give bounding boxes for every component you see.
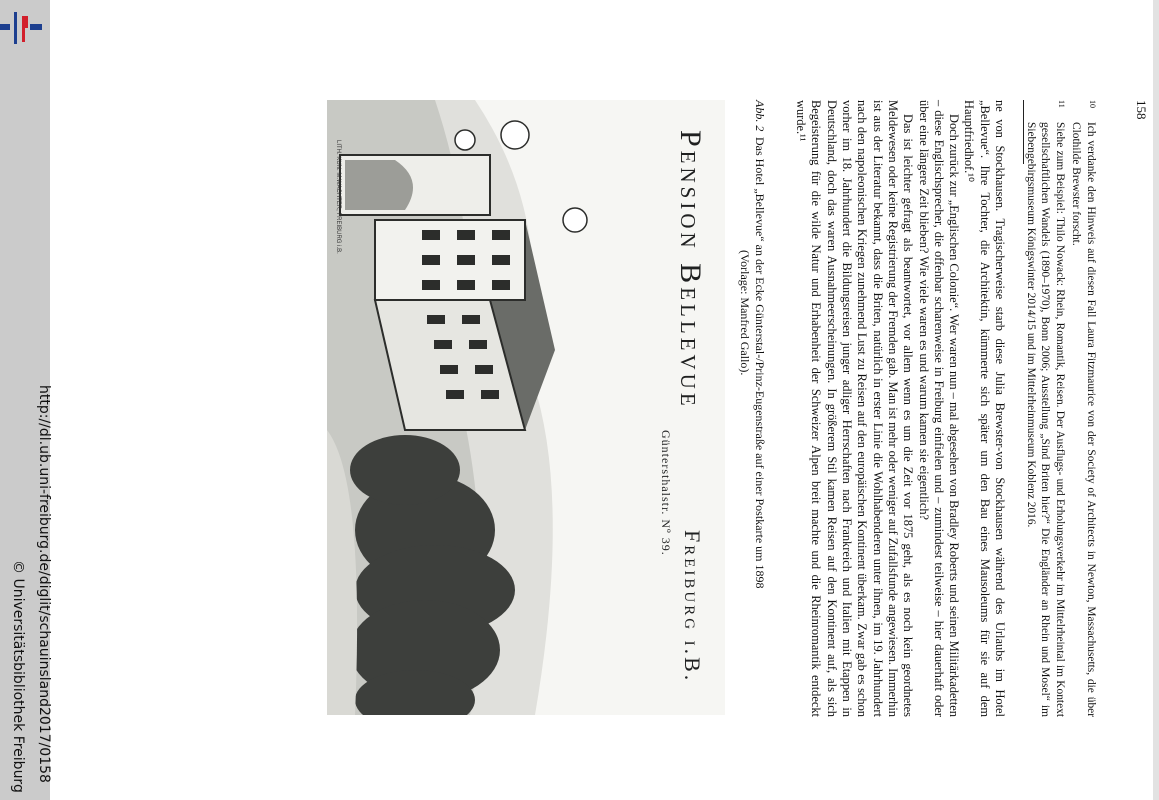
footnote-text: Siehe zum Beispiel: Thilo Nowack: Rhein, Romantik, Reisen. Der Ausflugs- und Erholungsverkehr im Mittelrheintal im Kontext gesellschaftlichen Wandels (1890–1970), Bonn 2006; Ausstellung „Sind Briten hier?“ Die Engländer an Rhein und Mosel“ im Siebengebirgsmuseum Königswinter 2014/15 und im Mittelrheinmuseum Koblenz 2016.: [1025, 122, 1066, 717]
footnote: [1024, 100, 1068, 717]
paragraph: ne von Stockhausen. Tragischerweise starb diese Julia Brewster-von Stockhausen während des Urlaubs im Hotel „Bellevue“. Ihre Tochter, die Architektin, kümmerte sich später um den Bau eines Mausoleums für sie auf dem Hauptfriedhof.¹⁰: [962, 100, 1007, 717]
library-logo-icon: [0, 8, 44, 48]
postcard-city: Freiburg i.B.: [680, 530, 705, 684]
footnote-number: 10: [1088, 100, 1097, 108]
page-number: 158: [1134, 100, 1149, 120]
footnote: [1069, 100, 1098, 717]
footnote-number: 11: [1057, 100, 1066, 108]
postcard-imprint: LITH. KUN. M.WACHTER, FREIBURG i.B.: [335, 140, 341, 254]
paragraph: Doch zurück zur „Englischen Colonie“. Wer waren nun – mal abgesehen von Bradley Roberts und seinen Militärkadetten – diese Englischsprecher, die offenbar scharenweise in Freiburg einfielen und – zumindest teilweise – hier dauerhaft oder über eine längere Zeit blieben? Wie viele waren es und warum kamen sie eigentlich?: [916, 100, 962, 717]
watermark-copyright: © Universitätsbibliothek Freiburg: [10, 560, 26, 793]
watermark-url[interactable]: http://dl.ub.uni-freiburg.de/diglit/schauinsland2017/0158: [36, 385, 52, 783]
postcard-illustration: [327, 100, 725, 715]
postcard-title: Pension Bellevue: [674, 130, 707, 410]
figure-credit: (Vorlage: Manfred Gallo).: [738, 250, 752, 376]
footnote-divider: [1023, 100, 1024, 164]
figure-label: Abb. 2: [753, 100, 767, 132]
postcard-address: Güntersthalstr. Nº 39.: [659, 430, 673, 556]
scanned-page: [50, 0, 1153, 800]
figure-caption: [737, 100, 767, 740]
paragraph: Das ist leichter gefragt als beantwortet, vor allem wenn es um die Zeit vor 1875 geht, als es noch kein geordnetes Meldewesen oder keine Registrierung der Fremden gab. Man ist mehr oder weniger auf Zufallsfunde angewiesen. Immerhin ist aus der Literatur bekannt, dass die Briten, natürlich in erster Linie die Wohlhabenderen unter ihnen, im 19. Jahrhundert nach den napoleonischen Kriegen zunehmend Lust zu Reisen auf den europäischen Kontinent überkam. Zwar gab es schon vorher im 18. Jahrhundert die Bildungsreisen junger adliger Herrschaften nach Frankreich und Italien mit Etappen in Deutschland, doch das waren Ausnahmeerscheinungen. In größerem Stil kamen Reisen auf den Kontinent auf, als sich Begeisterung für die wilde Natur und Erhabenheit der Schweizer Alpen breit machte und die Rheinromantik entdeckt wurde.¹¹: [794, 100, 916, 717]
footnote-text: Ich verdanke den Hinweis auf diesen Fall Laura Fitzmaurice von der Society of Architects in Newton, Massachusetts, die über Clothilde Brewster forscht.: [1070, 122, 1097, 717]
postcard-image: [327, 100, 725, 715]
figure-caption-text: Das Hotel „Bellevue“ an der Ecke Günterstal-/Prinz-Eugenstraße auf einer Postkarte um 1898: [753, 137, 767, 589]
body-text: [793, 100, 1007, 717]
footnotes: [1022, 100, 1099, 717]
hotel-building-icon: [375, 220, 555, 430]
rotated-page-content: [50, 0, 1153, 800]
